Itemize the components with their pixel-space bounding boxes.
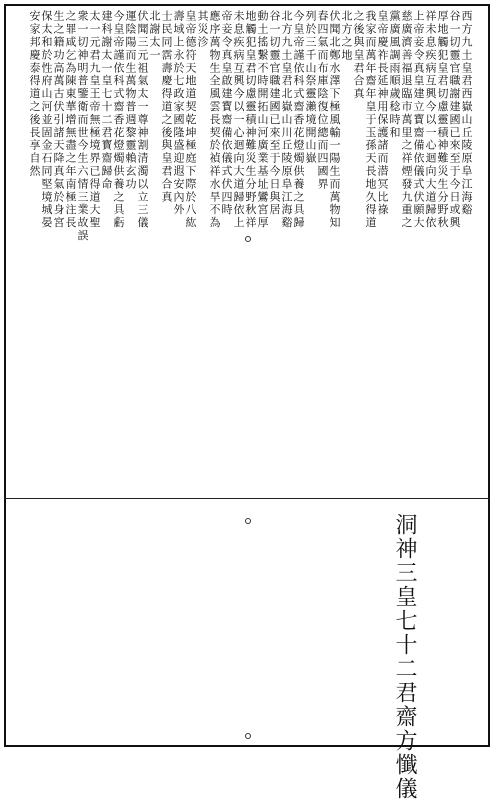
- text-column: 地觸犯皇君切慮靈積神難災生分野秋祥: [244, 10, 257, 230]
- text-column: 壽域上永於七政家國隆盛迎遐安內外: [172, 10, 185, 217]
- text-column: 衆一切神明普鑒衛而世今生六情三業故誤: [76, 10, 89, 243]
- text-column: 春四氣而布庫陰復位總而四國界: [316, 10, 329, 191]
- text-column: 應序萬物生全風雲長契於禎祥水旱不為: [208, 10, 221, 230]
- text-column: 厚地觸犯皇君切慮靈積神難災生分野秋: [436, 10, 449, 230]
- text-column: 祥未息疾病互興今以一心迴向大道歸依: [424, 10, 437, 230]
- text-column: 士民同霑壽慶得道之後與皇君合真: [160, 10, 173, 204]
- text-column: 北方九土皇君北嶽山川丘陵原阜江海谿: [280, 10, 293, 230]
- text-column: 上帝妾令真皇建立寳齋備依儀式伏願大: [412, 10, 425, 230]
- text-column: 西方九土皇君西嶽山丘陵原阜江海谿: [460, 10, 473, 217]
- binding-hole-upper: [245, 236, 251, 242]
- text-column: 太一元君九皇王帝無極境界已得道大聖: [88, 10, 101, 230]
- text-column: 之罪咸乞為陳東華增無盡之年南極注長: [64, 10, 77, 230]
- text-column: 伏聞三元祖氣太一尊神割清濁以立三儀: [136, 10, 149, 230]
- text-column: 黨廣風調雨順歲稔時和: [388, 10, 401, 139]
- text-column: 皇帝慶祚長延神用保護諸而潜冥比祿: [376, 10, 389, 217]
- text-column: 建科謝太一皇七十二君寳齋歸命: [100, 10, 113, 191]
- text-column: 保太和於性府山河並固金石同堅境城晏: [40, 10, 53, 230]
- text-column: 慈廣濟善福退臨市萬里之祥煙發九重之: [400, 10, 413, 230]
- text-column: 北方之地: [340, 10, 353, 62]
- text-column: 伏聞北鄭水澤下極風輸一陽生而萬物知: [328, 10, 341, 230]
- text-column: 列於三千山祭靈瀨境開山嶽: [304, 10, 317, 165]
- text-column: 生之籍功高萬古伏引諸天降真氣於身宮: [52, 10, 65, 230]
- text-column: 今皇帝謹依科式齋香花燈燭供養之具虧: [112, 10, 125, 230]
- text-column: 未息疾病互興今以一心迴向大道歸依上: [232, 10, 245, 230]
- text-column: 今皇帝謹依科式齋香花燈燭供養之具歸: [292, 10, 305, 230]
- text-column: 安家邦慶泰得道之後長享自然: [28, 10, 41, 178]
- scripture-title: 洞神三皇七十二君齋方懺儀: [392, 513, 417, 801]
- text-column: 其災沴: [196, 10, 209, 49]
- text-column: 北謝太一: [148, 10, 161, 62]
- text-column: 谷一切靈官職謝建國已來至于今日或興: [448, 10, 461, 230]
- binding-hole-middle: [245, 518, 251, 524]
- text-column: 我家而萬年齋年皇于玉孫天長地久得道: [364, 10, 377, 230]
- text-column: 帝妾令真皇啟建寳齋備依儀式伏四時: [220, 10, 233, 217]
- text-column: 運陰陽而生萬物普週黎靈賴玄功: [124, 10, 137, 191]
- text-column: 皇帝德符天地道契乾坤極庭下際於八紘: [184, 10, 197, 230]
- text-column: 動土搖繫不時開拓山河廣業基址鸞宮厚: [256, 10, 269, 230]
- text-column: 之後與皇君合真: [352, 10, 365, 101]
- text-column: 谷一切靈官職建國已來至于今日與居: [268, 10, 281, 217]
- binding-hole-lower: [245, 733, 251, 739]
- panel-divider: [4, 498, 490, 499]
